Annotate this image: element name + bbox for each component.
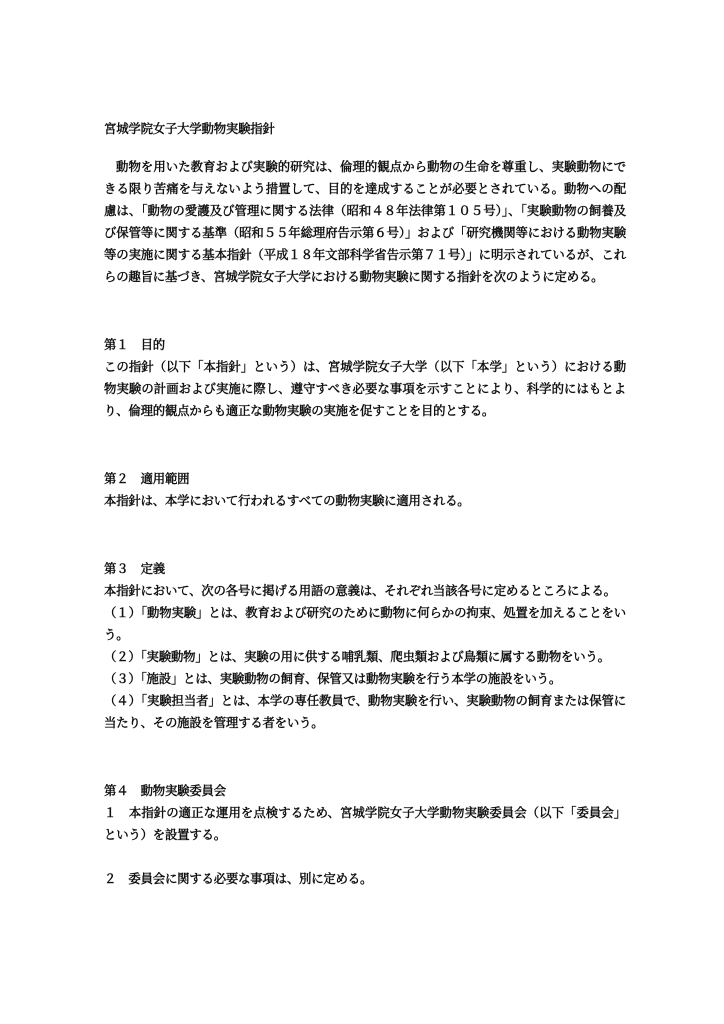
section-definitions xyxy=(104,558,626,734)
section-heading-purpose: 第１ 目的 xyxy=(104,337,165,352)
definition-item: （２）「実験動物」とは、実験の用に供する哺乳類、爬虫類および鳥類に属する動物をいう。 xyxy=(104,649,610,664)
section-scope xyxy=(104,468,626,512)
section-heading-committee: 第４ 動物実験委員会 xyxy=(104,783,226,798)
definition-item: （４）「実験担当者」とは、本学の専任教員で、動物実験を行い、実験動物の飼育または保管に当たり、その施設を管理する者をいう。 xyxy=(104,693,626,730)
committee-clause: ２ 委員会に関する必要な事項は、別に定める。 xyxy=(104,871,373,886)
section-heading-definitions: 第３ 定義 xyxy=(104,561,165,576)
document-title: 宮城学院女子大学動物実験指針 xyxy=(104,121,275,136)
definition-item: （１）「動物実験」とは、教育および研究のために動物に何らかの拘束、処置を加えることをいう。 xyxy=(104,605,626,642)
section-committee xyxy=(104,780,626,890)
definition-item: （３）「施設」とは、実験動物の飼育、保管又は動物実験を行う本学の施設をいう。 xyxy=(104,671,562,686)
section-body-purpose: この指針（以下「本指針」という）は、宮城学院女子大学（以下「本学」という）における動物実験の計画および実施に際し、遵守すべき必要な事項を示すことにより、科学的にはもとより、倫理的観点からも適正な動物実験の実施を促すことを目的とする。 xyxy=(104,359,626,418)
section-purpose xyxy=(104,334,626,422)
intro-paragraph: 動物を用いた教育および実験的研究は、倫理的観点から動物の生命を尊重し、実験動物にできる限り苦痛を与えないよう措置して、目的を達成することが必要とされている。動物への配慮は、「動物の愛護及び管理に関する法律（昭和４８年法律第１０５号）」、「実験動物の飼養及び保管等に関する基準（昭和５５年総理府告示第６号）」および「研究機関等における動物実験等の実施に関する基本指針（平成１８年文部科学省告示第７１号）」に明示されているが、これらの趣旨に基づき、宮城学院女子大学における動物実験に関する指針を次のように定める。 xyxy=(104,159,626,284)
document-body xyxy=(104,118,626,890)
section-body-scope: 本指針は、本学において行われるすべての動物実験に適用される。 xyxy=(104,493,470,508)
committee-clause: １ 本指針の適正な運用を点検するため、宮城学院女子大学動物実験委員会（以下「委員会」という）を設置する。 xyxy=(104,805,626,842)
section-body-definitions: 本指針において、次の各号に掲げる用語の意義は、それぞれ当該各号に定めるところによる。 xyxy=(104,583,616,598)
section-heading-scope: 第２ 適用範囲 xyxy=(104,471,190,486)
